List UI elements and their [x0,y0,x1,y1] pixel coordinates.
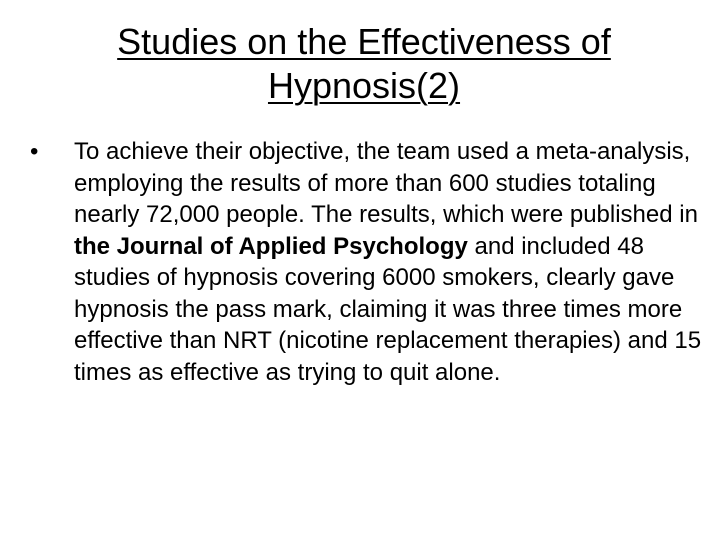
slide-title [40,20,688,108]
bullet-dot-icon: • [30,138,39,165]
slide-title-line-2: Hypnosis(2) [267,65,461,106]
slide-title-line-1: Studies on the Effectiveness of [117,21,611,62]
bullet-text [74,138,701,386]
bullet-text-before: To achieve their objective, the team used a meta-analysis, employing the results of more than 600 studies totaling nearly 72,000 people. The results, which were published in [74,138,698,228]
bullet-list [30,136,702,388]
bullet-item [30,136,702,388]
bullet-text-journal-name: the Journal of Applied Psychology [74,232,468,260]
bullet-text-after: and included 48 studies of hypnosis covering 6000 smokers, clearly gave hypnosis the pass mark, claiming it was three times more effective than NRT (nicotine replacement therapies) and 15 times as effective as trying to quit alone. [74,232,702,386]
